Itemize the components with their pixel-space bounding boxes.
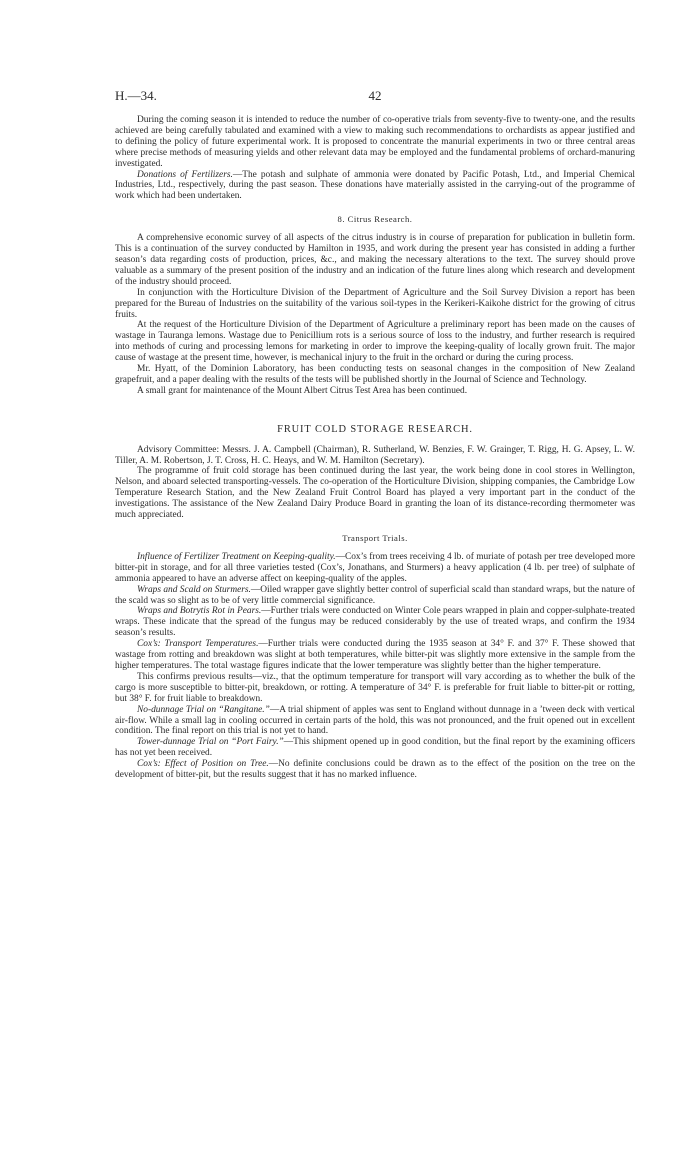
document-reference: H.—34.	[115, 88, 157, 103]
paragraph: Cox’s: Transport Temperatures.—Further trials were conducted during the 1935 season at 34° F. and 37° F. These showed that wastage from rotting and breakdown was slight at both temperatures, while bitter-pit was slightly more extensive in the sample from the higher temperatures. The total wastage figures indicate that the lower temperature was slightly better than the higher temperature.	[115, 639, 635, 671]
paragraph: In conjunction with the Horticulture Division of the Department of Agriculture and the Soil Survey Division a report has been prepared for the Bureau of Industries on the suitability of the various soil-types in the Kerikeri-Kaikohe district for the growing of citrus fruits.	[115, 287, 635, 320]
paragraph: Influence of Fertilizer Treatment on Keeping-quality.—Cox’s from trees receiving 4 lb. of muriate of potash per tree developed more bitter-pit in storage, and for all three varieties tested (Cox’s, Jonathans, and Sturmers) a heavy application (4 lb. per tree) of sulphate of ammonia appeared to have an adverse affect on keeping-quality of the apples.	[115, 551, 635, 584]
section-heading-transport-trials: Transport Trials.	[342, 533, 408, 543]
paragraph: Wraps and Scald on Sturmers.—Oiled wrapper gave slightly better control of superficial scald than standard wraps, but the nature of the scald was so slight as to be of very little commercial significance.	[115, 584, 635, 606]
paragraph-lead: Influence of Fertilizer Treatment on Keeping-quality.	[137, 551, 336, 562]
document-body	[115, 115, 635, 781]
paragraph: The programme of fruit cold storage has been continued during the last year, the work being done in cool stores in Wellington, Nelson, and aboard selected transporting-vessels. The co-operation of the Horticulture Division, shipping companies, the Cambridge Low Temperature Research Station, and the New Zealand Fruit Control Board has played a very important part in the conduct of the investigations. The assistance of the New Zealand Dairy Produce Board in granting the loan of its distance-recording thermometer was much appreciated.	[115, 466, 635, 521]
paragraph: A comprehensive economic survey of all aspects of the citrus industry is in course of preparation for publication in bulletin form. This is a continuation of the survey conducted by Hamilton in 1935, and work during the present year has consisted in adding a further season’s data regarding costs of production, prices, &c., and making the necessary alterations to the text. The survey should prove valuable as a summary of the present position of the industry and an indication of the future lines along which research and development of the industry should proceed.	[115, 233, 635, 287]
paragraph: Cox’s: Effect of Position on Tree.—No definite conclusions could be drawn as to the effect of the position on the tree on the development of bitter-pit, but the results suggest that it has no marked influence.	[115, 759, 635, 781]
paragraph: Donations of Fertilizers.—The potash and sulphate of ammonia were donated by Pacific Potash, Ltd., and Imperial Chemical Industries, Ltd., respectively, during the past season. These donations have materially assisted in the carrying-out of the programme of work which had been undertaken.	[115, 169, 635, 202]
paragraph: Advisory Committee: Messrs. J. A. Campbell (Chairman), R. Sutherland, W. Benzies, F. W. Grainger, T. Rigg, H. G. Apsey, L. W. Tiller, A. M. Robertson, J. T. Cross, H. C. Heays, and W. M. Hamilton (Secretary).	[115, 444, 635, 466]
section-heading-fruit-cold-storage: FRUIT COLD STORAGE RESEARCH.	[277, 423, 473, 435]
paragraph-lead: Wraps and Scald on Sturmers.	[137, 584, 251, 595]
paragraph: This confirms previous results—viz., that the optimum temperature for transport will vary according as to whether the bulk of the cargo is more susceptible to bitter-pit, breakdown, or rotting. A temperature of 34° F. is preferable for fruit liable to bitter-pit or rotting, but 38° F. for fruit liable to breakdown.	[115, 671, 635, 704]
paragraph: Wraps and Botrytis Rot in Pears.—Further trials were conducted on Winter Cole pears wrapped in plain and copper-sulphate-treated wraps. These indicate that the spread of the fungus may be reduced considerably by the use of treated wraps, and confirm the 1934 season’s results.	[115, 606, 635, 639]
paragraph-lead: Wraps and Botrytis Rot in Pears.	[137, 606, 262, 617]
paragraph-lead: Tower-dunnage Trial on “Port Fairy.”	[137, 737, 284, 748]
paragraph-lead: Cox’s: Transport Temperatures.	[137, 639, 259, 650]
paragraph: No-dunnage Trial on “Rangitane.”—A trial shipment of apples was sent to England without dunnage in a ’tween deck with vertical air-flow. While a small lag in cooling occurred in certain parts of the hold, this was not pronounced, and the fruit opened out in excellent condition. The final report on this trial is not yet to hand.	[115, 704, 635, 737]
paragraph-lead: No-dunnage Trial on “Rangitane.”	[137, 704, 270, 715]
page-header	[115, 88, 635, 108]
paragraph: During the coming season it is intended to reduce the number of co-operative trials from seventy-five to twenty-one, and the results achieved are being carefully tabulated and examined with a view to making such recommendations to orchardists as appear justified and to defining the policy of future experimental work. It is proposed to concentrate the manurial experiments in two or three central areas where precise methods of measuring yields and other relevant data may be employed and the fundamental problems of orchard-manuring investigated.	[115, 115, 635, 169]
paragraph: At the request of the Horticulture Division of the Department of Agriculture a preliminary report has been made on the causes of wastage in Tauranga lemons. Wastage due to Penicillium rots is a serious source of loss to the industry, and further research is required into methods of curing and processing lemons for marketing in order to improve the keeping-quality of locally grown fruit. The major cause of wastage at the present time, however, is mechanical injury to the fruit in the orchard or during the curing process.	[115, 320, 635, 364]
paragraph-lead: Donations of Fertilizers.	[137, 169, 233, 180]
paragraph: Tower-dunnage Trial on “Port Fairy.”—This shipment opened up in good condition, but the final report by the examining officers has not yet been received.	[115, 737, 635, 759]
page-number: 42	[368, 88, 382, 103]
paragraph: A small grant for maintenance of the Mount Albert Citrus Test Area has been continued.	[137, 385, 468, 396]
section-heading-citrus-research: 8. Citrus Research.	[337, 214, 413, 225]
paragraph-lead: Cox’s: Effect of Position on Tree.	[137, 759, 269, 770]
paragraph: Mr. Hyatt, of the Dominion Laboratory, has been conducting tests on seasonal changes in the composition of New Zealand grapefruit, and a paper dealing with the results of the tests will be published shortly in the Journal of Science and Technology.	[115, 364, 635, 385]
